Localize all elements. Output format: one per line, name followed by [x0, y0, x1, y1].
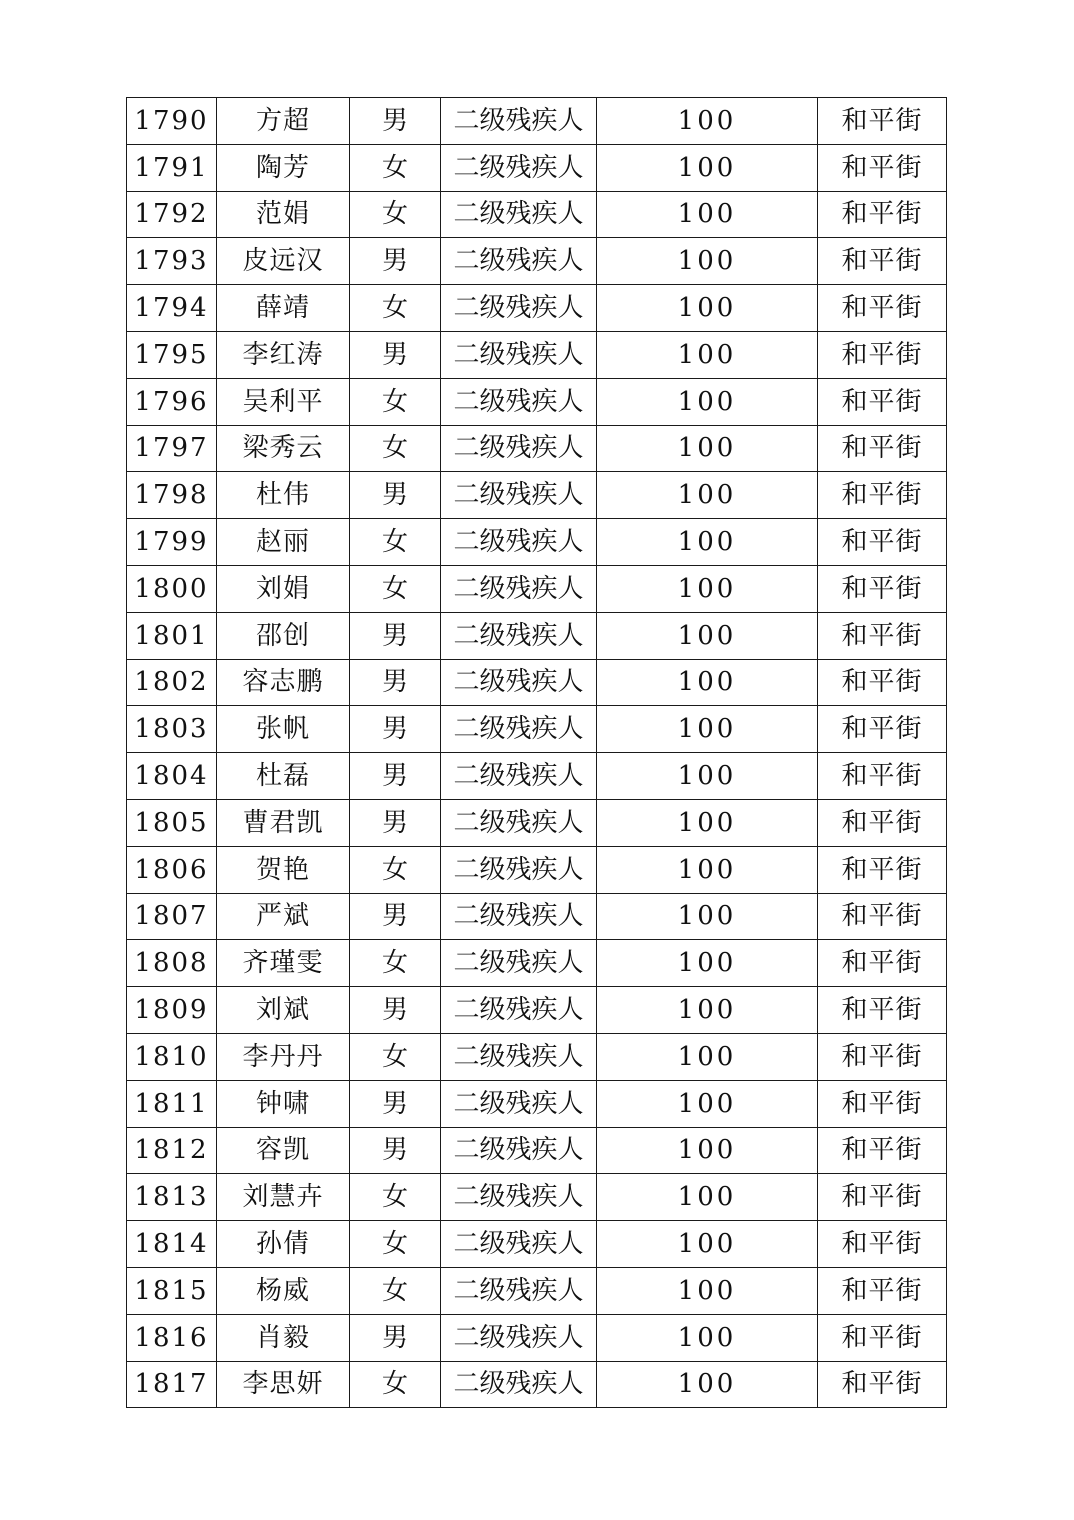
name-cell: 肖毅 — [217, 1314, 350, 1361]
name-cell: 贺艳 — [217, 846, 350, 893]
amount-cell: 100 — [597, 706, 818, 753]
gender-cell: 男 — [350, 753, 441, 800]
category-cell: 二级残疾人 — [441, 285, 597, 332]
category-cell: 二级残疾人 — [441, 98, 597, 145]
table-row — [127, 1080, 947, 1127]
amount-cell: 100 — [597, 893, 818, 940]
category-cell: 二级残疾人 — [441, 191, 597, 238]
table-row — [127, 893, 947, 940]
category-cell: 二级残疾人 — [441, 238, 597, 285]
amount-cell: 100 — [597, 1127, 818, 1174]
gender-cell: 女 — [350, 1174, 441, 1221]
row-number-cell: 1790 — [127, 98, 217, 145]
table-row — [127, 238, 947, 285]
gender-cell: 女 — [350, 285, 441, 332]
table-row — [127, 940, 947, 987]
gender-cell: 男 — [350, 893, 441, 940]
gender-cell: 男 — [350, 331, 441, 378]
name-cell: 李红涛 — [217, 331, 350, 378]
category-cell: 二级残疾人 — [441, 425, 597, 472]
row-number-cell: 1800 — [127, 565, 217, 612]
row-number-cell: 1809 — [127, 987, 217, 1034]
area-cell: 和平街 — [818, 1361, 947, 1408]
row-number-cell: 1803 — [127, 706, 217, 753]
table-row — [127, 144, 947, 191]
name-cell: 李思妍 — [217, 1361, 350, 1408]
amount-cell: 100 — [597, 659, 818, 706]
row-number-cell: 1797 — [127, 425, 217, 472]
name-cell: 薛靖 — [217, 285, 350, 332]
area-cell: 和平街 — [818, 1221, 947, 1268]
gender-cell: 男 — [350, 799, 441, 846]
amount-cell: 100 — [597, 612, 818, 659]
category-cell: 二级残疾人 — [441, 1080, 597, 1127]
gender-cell: 女 — [350, 378, 441, 425]
area-cell: 和平街 — [818, 1033, 947, 1080]
area-cell: 和平街 — [818, 472, 947, 519]
name-cell: 刘慧卉 — [217, 1174, 350, 1221]
category-cell: 二级残疾人 — [441, 331, 597, 378]
row-number-cell: 1808 — [127, 940, 217, 987]
gender-cell: 女 — [350, 940, 441, 987]
gender-cell: 女 — [350, 425, 441, 472]
area-cell: 和平街 — [818, 1267, 947, 1314]
area-cell: 和平街 — [818, 706, 947, 753]
table-row — [127, 425, 947, 472]
amount-cell: 100 — [597, 799, 818, 846]
area-cell: 和平街 — [818, 612, 947, 659]
area-cell: 和平街 — [818, 144, 947, 191]
row-number-cell: 1791 — [127, 144, 217, 191]
gender-cell: 男 — [350, 1314, 441, 1361]
row-number-cell: 1805 — [127, 799, 217, 846]
amount-cell: 100 — [597, 1221, 818, 1268]
row-number-cell: 1814 — [127, 1221, 217, 1268]
table-row — [127, 472, 947, 519]
name-cell: 曹君凯 — [217, 799, 350, 846]
gender-cell: 男 — [350, 238, 441, 285]
table-row — [127, 285, 947, 332]
gender-cell: 男 — [350, 472, 441, 519]
row-number-cell: 1815 — [127, 1267, 217, 1314]
name-cell: 杜磊 — [217, 753, 350, 800]
gender-cell: 女 — [350, 846, 441, 893]
gender-cell: 女 — [350, 1221, 441, 1268]
row-number-cell: 1792 — [127, 191, 217, 238]
name-cell: 刘斌 — [217, 987, 350, 1034]
name-cell: 容凯 — [217, 1127, 350, 1174]
row-number-cell: 1794 — [127, 285, 217, 332]
amount-cell: 100 — [597, 565, 818, 612]
gender-cell: 女 — [350, 144, 441, 191]
amount-cell: 100 — [597, 1033, 818, 1080]
category-cell: 二级残疾人 — [441, 1267, 597, 1314]
area-cell: 和平街 — [818, 1127, 947, 1174]
gender-cell: 男 — [350, 1127, 441, 1174]
row-number-cell: 1796 — [127, 378, 217, 425]
category-cell: 二级残疾人 — [441, 1314, 597, 1361]
gender-cell: 男 — [350, 98, 441, 145]
table-row — [127, 98, 947, 145]
name-cell: 孙倩 — [217, 1221, 350, 1268]
name-cell: 梁秀云 — [217, 425, 350, 472]
table-row — [127, 846, 947, 893]
category-cell: 二级残疾人 — [441, 144, 597, 191]
category-cell: 二级残疾人 — [441, 799, 597, 846]
table-row — [127, 1314, 947, 1361]
area-cell: 和平街 — [818, 753, 947, 800]
area-cell: 和平街 — [818, 1174, 947, 1221]
table-row — [127, 191, 947, 238]
row-number-cell: 1813 — [127, 1174, 217, 1221]
category-cell: 二级残疾人 — [441, 987, 597, 1034]
amount-cell: 100 — [597, 1174, 818, 1221]
category-cell: 二级残疾人 — [441, 1361, 597, 1408]
category-cell: 二级残疾人 — [441, 612, 597, 659]
table-body — [127, 98, 947, 1408]
name-cell: 陶芳 — [217, 144, 350, 191]
gender-cell: 男 — [350, 1080, 441, 1127]
row-number-cell: 1804 — [127, 753, 217, 800]
amount-cell: 100 — [597, 1080, 818, 1127]
area-cell: 和平街 — [818, 378, 947, 425]
area-cell: 和平街 — [818, 1080, 947, 1127]
amount-cell: 100 — [597, 191, 818, 238]
category-cell: 二级残疾人 — [441, 565, 597, 612]
amount-cell: 100 — [597, 1314, 818, 1361]
area-cell: 和平街 — [818, 987, 947, 1034]
row-number-cell: 1795 — [127, 331, 217, 378]
amount-cell: 100 — [597, 846, 818, 893]
area-cell: 和平街 — [818, 893, 947, 940]
amount-cell: 100 — [597, 1267, 818, 1314]
category-cell: 二级残疾人 — [441, 1221, 597, 1268]
table-row — [127, 753, 947, 800]
name-cell: 杨威 — [217, 1267, 350, 1314]
name-cell: 方超 — [217, 98, 350, 145]
name-cell: 吴利平 — [217, 378, 350, 425]
category-cell: 二级残疾人 — [441, 893, 597, 940]
amount-cell: 100 — [597, 425, 818, 472]
category-cell: 二级残疾人 — [441, 706, 597, 753]
area-cell: 和平街 — [818, 238, 947, 285]
gender-cell: 女 — [350, 519, 441, 566]
name-cell: 范娟 — [217, 191, 350, 238]
row-number-cell: 1811 — [127, 1080, 217, 1127]
amount-cell: 100 — [597, 519, 818, 566]
gender-cell: 女 — [350, 191, 441, 238]
name-cell: 张帆 — [217, 706, 350, 753]
amount-cell: 100 — [597, 753, 818, 800]
name-cell: 严斌 — [217, 893, 350, 940]
amount-cell: 100 — [597, 940, 818, 987]
data-table — [126, 97, 947, 1408]
table-row — [127, 987, 947, 1034]
area-cell: 和平街 — [818, 331, 947, 378]
amount-cell: 100 — [597, 472, 818, 519]
name-cell: 皮远汉 — [217, 238, 350, 285]
table-row — [127, 659, 947, 706]
name-cell: 容志鹏 — [217, 659, 350, 706]
area-cell: 和平街 — [818, 846, 947, 893]
row-number-cell: 1807 — [127, 893, 217, 940]
category-cell: 二级残疾人 — [441, 1174, 597, 1221]
category-cell: 二级残疾人 — [441, 472, 597, 519]
area-cell: 和平街 — [818, 565, 947, 612]
gender-cell: 男 — [350, 987, 441, 1034]
table-row — [127, 1174, 947, 1221]
row-number-cell: 1817 — [127, 1361, 217, 1408]
gender-cell: 女 — [350, 1361, 441, 1408]
amount-cell: 100 — [597, 378, 818, 425]
name-cell: 齐瑾雯 — [217, 940, 350, 987]
table-row — [127, 519, 947, 566]
amount-cell: 100 — [597, 238, 818, 285]
area-cell: 和平街 — [818, 659, 947, 706]
area-cell: 和平街 — [818, 285, 947, 332]
amount-cell: 100 — [597, 1361, 818, 1408]
gender-cell: 女 — [350, 565, 441, 612]
row-number-cell: 1798 — [127, 472, 217, 519]
area-cell: 和平街 — [818, 799, 947, 846]
gender-cell: 女 — [350, 1267, 441, 1314]
table-row — [127, 378, 947, 425]
table-row — [127, 612, 947, 659]
table-row — [127, 1127, 947, 1174]
category-cell: 二级残疾人 — [441, 659, 597, 706]
category-cell: 二级残疾人 — [441, 940, 597, 987]
name-cell: 邵创 — [217, 612, 350, 659]
amount-cell: 100 — [597, 285, 818, 332]
gender-cell: 女 — [350, 1033, 441, 1080]
row-number-cell: 1801 — [127, 612, 217, 659]
table-row — [127, 706, 947, 753]
table-row — [127, 799, 947, 846]
table-row — [127, 1221, 947, 1268]
amount-cell: 100 — [597, 144, 818, 191]
amount-cell: 100 — [597, 98, 818, 145]
category-cell: 二级残疾人 — [441, 753, 597, 800]
name-cell: 刘娟 — [217, 565, 350, 612]
area-cell: 和平街 — [818, 1314, 947, 1361]
amount-cell: 100 — [597, 331, 818, 378]
table-row — [127, 1361, 947, 1408]
area-cell: 和平街 — [818, 940, 947, 987]
area-cell: 和平街 — [818, 425, 947, 472]
category-cell: 二级残疾人 — [441, 1127, 597, 1174]
category-cell: 二级残疾人 — [441, 378, 597, 425]
gender-cell: 男 — [350, 706, 441, 753]
table-row — [127, 565, 947, 612]
row-number-cell: 1810 — [127, 1033, 217, 1080]
name-cell: 杜伟 — [217, 472, 350, 519]
row-number-cell: 1799 — [127, 519, 217, 566]
row-number-cell: 1802 — [127, 659, 217, 706]
table-row — [127, 1033, 947, 1080]
row-number-cell: 1806 — [127, 846, 217, 893]
area-cell: 和平街 — [818, 519, 947, 566]
table-row — [127, 1267, 947, 1314]
gender-cell: 男 — [350, 612, 441, 659]
category-cell: 二级残疾人 — [441, 519, 597, 566]
name-cell: 钟啸 — [217, 1080, 350, 1127]
row-number-cell: 1812 — [127, 1127, 217, 1174]
table-row — [127, 331, 947, 378]
gender-cell: 男 — [350, 659, 441, 706]
name-cell: 李丹丹 — [217, 1033, 350, 1080]
amount-cell: 100 — [597, 987, 818, 1034]
row-number-cell: 1816 — [127, 1314, 217, 1361]
name-cell: 赵丽 — [217, 519, 350, 566]
area-cell: 和平街 — [818, 98, 947, 145]
row-number-cell: 1793 — [127, 238, 217, 285]
category-cell: 二级残疾人 — [441, 1033, 597, 1080]
category-cell: 二级残疾人 — [441, 846, 597, 893]
area-cell: 和平街 — [818, 191, 947, 238]
